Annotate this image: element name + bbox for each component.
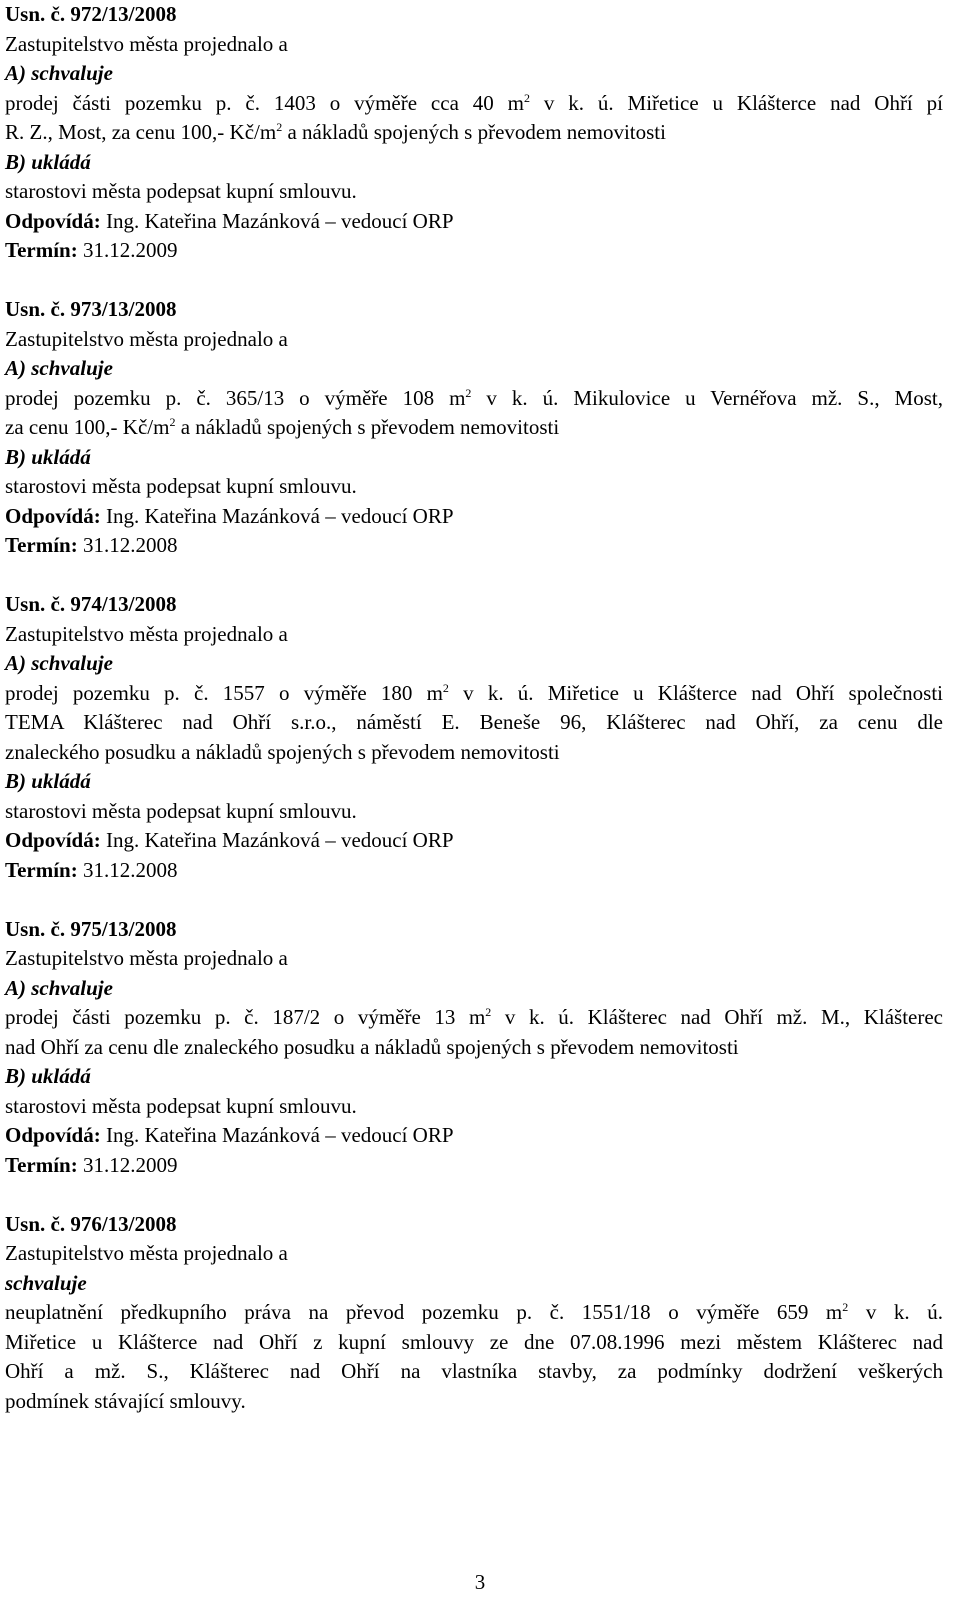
resolution-text-line: podmínek stávající smlouvy. (5, 1388, 246, 1413)
responsible-person: Odpovídá: Ing. Kateřina Mazánková – vedoucí ORP (5, 828, 454, 852)
approves-label: A) schvaluje (5, 651, 113, 675)
instructs-label: B) ukládá (5, 444, 91, 469)
resolution-text-line: Miřetice u Klášterce nad Ohří z kupní smlouvy ze dne 07.08.1996 mezi městem Klášterec nad (5, 1329, 943, 1354)
instruction-text: starostovi města podepsat kupní smlouvu. (5, 474, 357, 498)
resolution-text-line: prodej pozemku p. č. 365/13 o výměře 108 $m^2$ v k. ú. Mikulovice u Vernéřova mž. S., Most, (5, 385, 943, 410)
resolution-text-line: R. Z., Most, za cenu 100,- $Kč/m^2$ a nákladů spojených s převodem nemovitosti (5, 120, 666, 144)
resolution-text-line: nad Ohří za cenu dle znaleckého posudku a nákladů spojených s převodem nemovitosti (5, 1034, 739, 1059)
council-statement: Zastupitelstvo města projednalo a (5, 1241, 288, 1265)
resolution-number: Usn. č. 973/13/2008 (5, 297, 177, 321)
instruction-text: starostovi města podepsat kupní smlouvu. (5, 798, 357, 823)
approves-label: schvaluje (5, 1270, 87, 1295)
responsible-person: Odpovídá: Ing. Kateřina Mazánková – vedoucí ORP (5, 1123, 454, 1147)
council-statement: Zastupitelstvo města projednalo a (5, 326, 288, 351)
resolution-text-line: za cenu 100,- $Kč/m^2$ a nákladů spojených s převodem nemovitosti (5, 415, 560, 439)
resolution-number: Usn. č. 974/13/2008 (5, 592, 177, 616)
resolution-number: Usn. č. 976/13/2008 (5, 1211, 177, 1236)
instructs-label: B) ukládá (5, 1064, 91, 1088)
resolution-number: Usn. č. 975/13/2008 (5, 916, 177, 941)
resolution-number: Usn. č. 972/13/2008 (5, 2, 177, 26)
resolution-text-line: znaleckého posudku a nákladů spojených s převodem nemovitosti (5, 739, 560, 764)
resolution-text-line: prodej části pozemku p. č. 1403 o výměře cca 40 $m^2$ v k. ú. Miřetice u Klášterce nad Ohří pí (5, 90, 943, 115)
resolution-text-line: prodej pozemku p. č. 1557 o výměře 180 $m^2$ v k. ú. Miřetice u Klášterce nad Ohří společnosti (5, 680, 944, 705)
deadline: Termín: 31.12.2009 (5, 1152, 178, 1177)
responsible-person: Odpovídá: Ing. Kateřina Mazánková – vedoucí ORP (5, 503, 454, 528)
council-statement: Zastupitelstvo města projednalo a (5, 946, 288, 970)
resolution-972 (5, 0, 943, 266)
resolution-976 (5, 1210, 943, 1417)
resolution-974 (5, 590, 943, 885)
resolution-975 (5, 915, 943, 1181)
resolution-973 (5, 295, 943, 561)
deadline: Termín: 31.12.2008 (5, 857, 178, 882)
instructs-label: B) ukládá (5, 769, 91, 793)
council-statement: Zastupitelstvo města projednalo a (5, 621, 288, 646)
deadline: Termín: 31.12.2008 (5, 533, 178, 557)
approves-label: A) schvaluje (5, 975, 113, 1000)
resolution-text-line: neuplatnění předkupního práva na převod pozemku p. č. 1551/18 o výměře 659 $m^2$ v k. ú. (5, 1300, 943, 1324)
instructs-label: B) ukládá (5, 149, 91, 174)
instruction-text: starostovi města podepsat kupní smlouvu. (5, 179, 357, 203)
instruction-text: starostovi města podepsat kupní smlouvu. (5, 1093, 357, 1118)
page-number: 3 (474, 1570, 486, 1594)
approves-label: A) schvaluje (5, 356, 113, 380)
resolution-text-line: prodej části pozemku p. č. 187/2 o výměře 13 $m^2$ v k. ú. Klášterec nad Ohří mž. M., Klášterec (5, 1005, 943, 1029)
resolution-text-line: Ohří a mž. S., Klášterec nad Ohří na vlastníka stavby, za podmínky dodržení veškerých (5, 1359, 943, 1383)
resolution-text-line: TEMA Klášterec nad Ohří s.r.o., náměstí E. Beneše 96, Klášterec nad Ohří, za cenu dle (5, 710, 943, 734)
council-statement: Zastupitelstvo města projednalo a (5, 31, 288, 56)
responsible-person: Odpovídá: Ing. Kateřina Mazánková – vedoucí ORP (5, 208, 454, 233)
document-page (5, 0, 943, 1416)
deadline: Termín: 31.12.2009 (5, 238, 178, 262)
approves-label: A) schvaluje (5, 61, 113, 85)
